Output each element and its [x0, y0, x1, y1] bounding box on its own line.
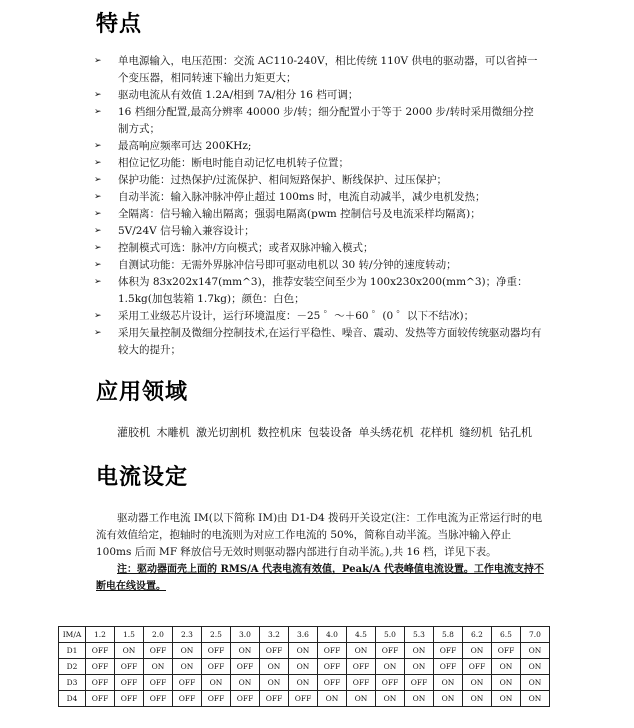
switch-state-cell: OFF	[202, 659, 231, 675]
table-row	[59, 643, 550, 659]
switch-state-cell: ON	[173, 643, 202, 659]
table-row	[59, 659, 550, 675]
arrowhead-bullet-icon: ➢	[94, 311, 102, 321]
switch-state-cell: ON	[289, 659, 318, 675]
switch-label-cell: D3	[59, 675, 86, 691]
current-value-cell: 4.5	[347, 627, 376, 643]
current-value-cell: 1.2	[86, 627, 115, 643]
table-header-label: IM/A	[59, 627, 86, 643]
current-value-cell: 2.5	[202, 627, 231, 643]
switch-label-cell: D1	[59, 643, 86, 659]
current-value-cell: 4.0	[318, 627, 347, 643]
switch-state-cell: OFF	[202, 691, 231, 707]
arrowhead-bullet-icon: ➢	[94, 226, 102, 236]
feature-item	[94, 240, 544, 257]
feature-text: 保护功能：过热保护/过流保护、相间短路保护、断线保护、过压保护；	[118, 174, 448, 186]
switch-state-cell: OFF	[86, 675, 115, 691]
switch-label-cell: D2	[59, 659, 86, 675]
feature-item	[94, 155, 544, 172]
feature-item	[94, 172, 544, 189]
feature-text: 16 档细分配置,最高分辨率 40000 步/转；细分配置小于等于 2000 步/转时采用微细分控制方式；	[118, 106, 534, 135]
switch-state-cell: OFF	[347, 675, 376, 691]
switch-state-cell: ON	[521, 675, 550, 691]
switch-state-cell: OFF	[231, 691, 260, 707]
switch-state-cell: ON	[463, 691, 492, 707]
table-row	[59, 675, 550, 691]
feature-text: 全隔离：信号输入输出隔离；强弱电隔离(pwm 控制信号及电流采样均隔离)；	[118, 208, 481, 220]
switch-state-cell: OFF	[318, 659, 347, 675]
switch-state-cell: ON	[405, 691, 434, 707]
feature-item	[94, 104, 544, 138]
switch-state-cell: OFF	[173, 691, 202, 707]
feature-item	[94, 223, 544, 240]
current-value-cell: 1.5	[115, 627, 144, 643]
arrowhead-bullet-icon: ➢	[94, 328, 102, 338]
current-value-cell: 3.2	[260, 627, 289, 643]
arrowhead-bullet-icon: ➢	[94, 107, 102, 117]
switch-state-cell: ON	[260, 675, 289, 691]
current-setting-note: 注：驱动器面壳上面的 RMS/A 代表电流有效值，Peak/A 代表峰值电流设置。工作电流支持不断电在线设置。	[96, 564, 544, 592]
current-value-cell: 6.2	[463, 627, 492, 643]
arrowhead-bullet-icon: ➢	[94, 192, 102, 202]
feature-text: 体积为 83x202x147(mm^3)，推荐安装空间至少为 100x230x200(mm^3)；净重：1.5kg(加包装箱 1.7kg)；颜色：白色；	[118, 276, 528, 305]
feature-item	[94, 257, 544, 274]
table-header-row	[59, 627, 550, 643]
switch-state-cell: OFF	[347, 659, 376, 675]
switch-state-cell: ON	[405, 659, 434, 675]
switch-state-cell: ON	[289, 675, 318, 691]
feature-text: 5V/24V 信号输入兼容设计；	[118, 225, 255, 237]
feature-item	[94, 308, 544, 325]
switch-state-cell: OFF	[144, 643, 173, 659]
switch-state-cell: OFF	[376, 643, 405, 659]
switch-state-cell: OFF	[231, 659, 260, 675]
table-row	[59, 691, 550, 707]
arrowhead-bullet-icon: ➢	[94, 56, 102, 66]
switch-state-cell: OFF	[260, 643, 289, 659]
switch-state-cell: ON	[231, 643, 260, 659]
switch-state-cell: OFF	[173, 675, 202, 691]
current-value-cell: 5.0	[376, 627, 405, 643]
switch-state-cell: OFF	[434, 659, 463, 675]
feature-text: 控制模式可选：脉冲/方向模式；或者双脉冲输入模式；	[118, 242, 374, 254]
arrowhead-bullet-icon: ➢	[94, 90, 102, 100]
features-list	[94, 53, 544, 359]
switch-state-cell: OFF	[86, 691, 115, 707]
switch-state-cell: OFF	[376, 675, 405, 691]
switch-state-cell: OFF	[492, 643, 521, 659]
switch-state-cell: ON	[463, 643, 492, 659]
feature-item	[94, 53, 544, 87]
switch-state-cell: ON	[492, 691, 521, 707]
switch-state-cell: ON	[115, 643, 144, 659]
switch-state-cell: OFF	[144, 691, 173, 707]
feature-text: 采用工业级芯片设计，运行环境温度：－25 ゜～＋60 ゜(0 ゜以下不结冰)；	[118, 310, 475, 322]
current-value-cell: 5.8	[434, 627, 463, 643]
arrowhead-bullet-icon: ➢	[94, 277, 102, 287]
switch-state-cell: OFF	[144, 675, 173, 691]
current-setting-heading: 电流设定	[96, 465, 189, 490]
switch-state-cell: ON	[492, 659, 521, 675]
feature-item	[94, 189, 544, 206]
switch-state-cell: ON	[202, 675, 231, 691]
switch-state-cell: OFF	[86, 643, 115, 659]
applications-text: 灌胶机 木雕机 激光切割机 数控机床 包装设备 单头绣花机 花样机 缝纫机 钻孔机	[117, 426, 532, 439]
feature-item	[94, 138, 544, 155]
switch-state-cell: ON	[231, 675, 260, 691]
switch-state-cell: ON	[144, 659, 173, 675]
switch-state-cell: OFF	[202, 643, 231, 659]
feature-text: 自动半流：输入脉冲脉冲停止超过 100ms 时，电流自动减半，减少电机发热；	[118, 191, 486, 203]
switch-state-cell: ON	[405, 643, 434, 659]
switch-state-cell: OFF	[260, 691, 289, 707]
switch-state-cell: ON	[521, 691, 550, 707]
dip-switch-table	[58, 626, 550, 707]
current-value-cell: 2.3	[173, 627, 202, 643]
feature-item	[94, 206, 544, 223]
feature-text: 单电源输入，电压范围：交流 AC110-240V，相比传统 110V 供电的驱动器，可以省掉一个变压器，相同转速下输出力矩更大；	[118, 55, 538, 84]
switch-state-cell: OFF	[405, 675, 434, 691]
switch-state-cell: OFF	[463, 659, 492, 675]
switch-state-cell: ON	[260, 659, 289, 675]
current-value-cell: 3.6	[289, 627, 318, 643]
arrowhead-bullet-icon: ➢	[94, 209, 102, 219]
arrowhead-bullet-icon: ➢	[94, 243, 102, 253]
current-value-cell: 5.3	[405, 627, 434, 643]
feature-item	[94, 325, 544, 359]
switch-state-cell: OFF	[115, 675, 144, 691]
current-value-cell: 6.5	[492, 627, 521, 643]
switch-state-cell: ON	[521, 643, 550, 659]
switch-state-cell: ON	[376, 659, 405, 675]
switch-state-cell: ON	[289, 643, 318, 659]
current-value-cell: 3.0	[231, 627, 260, 643]
switch-state-cell: ON	[347, 691, 376, 707]
switch-state-cell: OFF	[86, 659, 115, 675]
switch-state-cell: OFF	[434, 643, 463, 659]
current-value-cell: 7.0	[521, 627, 550, 643]
switch-state-cell: ON	[434, 675, 463, 691]
feature-text: 最高响应频率可达 200KHz;	[118, 140, 252, 152]
switch-state-cell: ON	[173, 659, 202, 675]
switch-state-cell: ON	[347, 643, 376, 659]
current-setting-paragraph: 驱动器工作电流 IM(以下简称 IM)由 D1-D4 拨码开关设定(注：工作电流为正常运行时的电流有效值给定，抱轴时的电流则为对应工作电流的 50%，简称自动半流。当脉冲输入停止 100ms 后而 MF 释放信号无效时则驱动器内部进行自动半流。),共 16 档，详见下表。	[96, 512, 543, 558]
switch-state-cell: OFF	[289, 691, 318, 707]
switch-state-cell: ON	[376, 691, 405, 707]
feature-item	[94, 87, 544, 104]
switch-label-cell: D4	[59, 691, 86, 707]
feature-item	[94, 274, 544, 308]
feature-text: 驱动电流从有效值 1.2A/相到 7A/相分 16 档可调；	[118, 89, 359, 101]
arrowhead-bullet-icon: ➢	[94, 141, 102, 151]
feature-text: 相位记忆功能：断电时能自动记忆电机转子位置；	[118, 157, 349, 169]
switch-state-cell: ON	[434, 691, 463, 707]
features-heading: 特点	[96, 12, 143, 37]
switch-state-cell: ON	[492, 675, 521, 691]
arrowhead-bullet-icon: ➢	[94, 158, 102, 168]
feature-text: 自测试功能：无需外界脉冲信号即可驱动电机以 30 转/分钟的速度转动；	[118, 259, 457, 271]
arrowhead-bullet-icon: ➢	[94, 260, 102, 270]
switch-state-cell: OFF	[115, 691, 144, 707]
applications-heading: 应用领域	[96, 380, 189, 405]
switch-state-cell: OFF	[318, 643, 347, 659]
current-value-cell: 2.0	[144, 627, 173, 643]
switch-state-cell: ON	[318, 691, 347, 707]
switch-state-cell: OFF	[115, 659, 144, 675]
switch-state-cell: ON	[521, 659, 550, 675]
switch-state-cell: OFF	[318, 675, 347, 691]
arrowhead-bullet-icon: ➢	[94, 175, 102, 185]
feature-text: 采用矢量控制及微细分控制技术,在运行平稳性、噪音、震动、发热等方面较传统驱动器均有较大的提升；	[118, 327, 542, 356]
switch-state-cell: ON	[463, 675, 492, 691]
